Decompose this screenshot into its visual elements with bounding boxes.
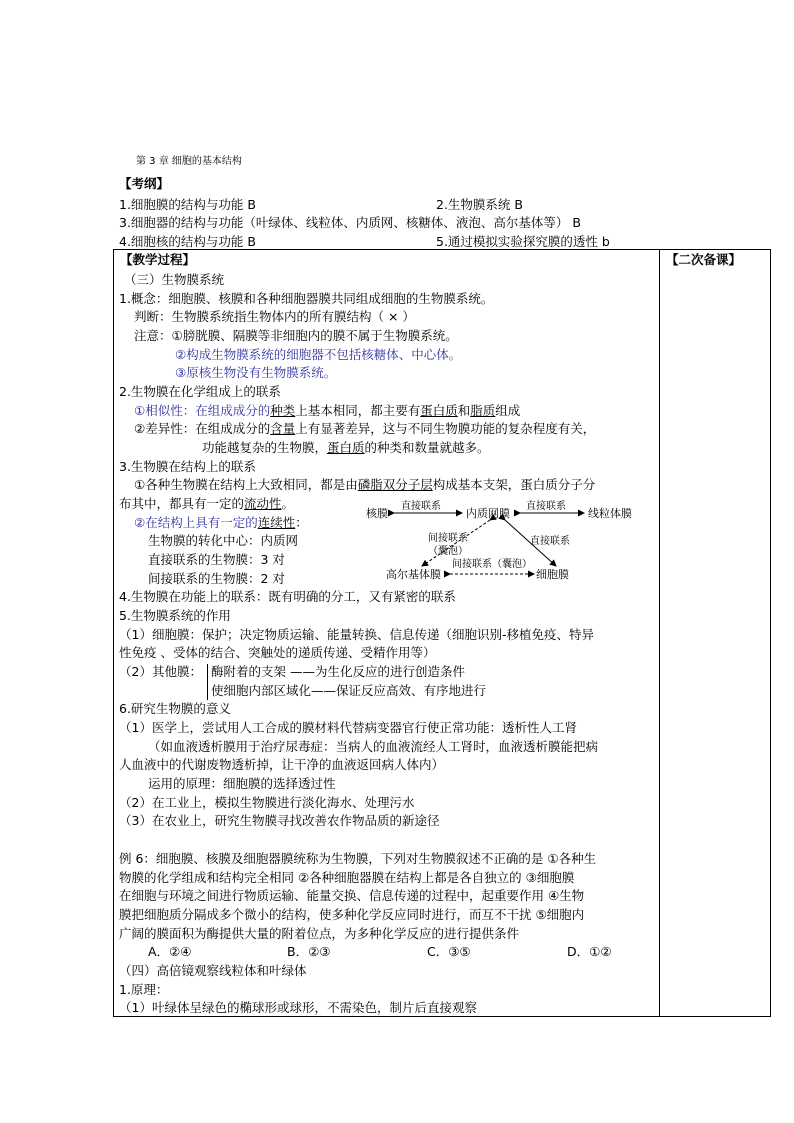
outline-item-3: 3.细胞器的结构与功能（叶绿体、线粒体、内质网、核糖体、液泡、高尔基体等） B: [119, 215, 581, 230]
judge-line: 判断：生物膜系统指生物体内的所有膜结构（ × ）: [134, 309, 415, 324]
difference-line: ②差异性：在组成成分的含量上有显著差异，这与不同生物膜功能的复杂程度有关，: [134, 421, 596, 436]
outline-item-2: 2.生物膜系统 B: [436, 197, 523, 212]
roles-other-label: （2）其他膜：: [119, 664, 202, 679]
label-vesicle-1: （囊泡）: [428, 546, 468, 557]
structure-title: 3.生物膜在结构上的联系: [119, 459, 256, 474]
outline-title: 【考纲】: [119, 176, 170, 191]
option-a: A．②④: [148, 944, 192, 959]
example-line-2: 物膜的化学组成和结构完全相同 ②各种细胞器膜在结构上都是各自独立的 ③细胞膜: [119, 870, 575, 885]
example-line-4: 膜把细胞质分隔成多个微小的结构，使多种化学反应同时进行，而互不干扰 ⑤细胞内: [119, 907, 585, 922]
option-c: C．③⑤: [427, 944, 471, 959]
significance-agriculture: （3）在农业上，研究生物膜寻找改善农作物品质的新途径: [119, 813, 440, 828]
roles-cell-membrane: （1）细胞膜：保护；决定物质运输、能量转换、信息传递（细胞识别-移植免疫、特异: [119, 627, 594, 642]
principle-title: 1.原理：: [119, 982, 169, 997]
significance-title: 6.研究生物膜的意义: [119, 701, 231, 716]
concept-line: 1.概念：细胞膜、核膜和各种细胞器膜共同组成细胞的生物膜系统。: [119, 291, 494, 306]
outline-item-5: 5.通过模拟实验探究膜的透性 b: [436, 234, 610, 249]
node-cell-membrane: 细胞膜: [536, 568, 569, 581]
chapter-title: 第 3 章 细胞的基本结构: [136, 156, 242, 167]
example-line-1: 例 6：细胞膜、核膜及细胞器膜统称为生物膜，下列对生物膜叙述不正确的是 ①各种生: [119, 851, 597, 866]
significance-medical-3: 人血液中的代谢废物透析掉，让干净的血液返回病人体内）: [119, 757, 445, 772]
section-3-title: （三）生物膜系统: [124, 272, 225, 287]
conversion-center: 生物膜的转化中心：内质网: [148, 533, 299, 548]
section-4-title: （四）高倍镜观察线粒体和叶绿体: [119, 963, 307, 978]
roles-other-1: 酶附着的支架 ——为生化反应的进行创造条件: [211, 664, 465, 679]
significance-medical-2: （如血液透析膜用于治疗尿毒症：当病人的血液流经人工肾时，血液透析膜能把病: [148, 739, 599, 754]
label-direct-1: 直接联系: [401, 501, 441, 512]
continuity-line: ②在结构上具有一定的连续性：: [134, 515, 308, 530]
node-mito-membrane: 线粒体膜: [588, 507, 632, 520]
membrane-diagram: [360, 496, 660, 584]
option-d: D．①②: [567, 944, 612, 959]
label-indirect-1: 间接联系: [428, 533, 468, 544]
label-indirect-2: 间接联系（囊泡）: [452, 559, 532, 570]
brace-line: [207, 664, 208, 700]
chloroplast-principle: （1）叶绿体呈绿色的椭球形或球形，不需染色，制片后直接观察: [119, 1000, 477, 1015]
similarity-line: ①相似性：在组成成分的种类上基本相同，都主要有蛋白质和脂质组成: [134, 403, 521, 418]
column-divider: [659, 249, 660, 1016]
direct-count: 直接联系的生物膜：3 对: [148, 552, 285, 567]
example-line-5: 广阔的膜面积为酶提供大量的附着位点，为多种化学反应的进行提供条件: [119, 926, 520, 941]
indirect-count: 间接联系的生物膜：2 对: [148, 571, 285, 586]
roles-title: 5.生物膜系统的作用: [119, 608, 231, 623]
significance-industry: （2）在工业上，模拟生物膜进行淡化海水、处理污水: [119, 795, 415, 810]
label-direct-3: 直接联系: [530, 536, 570, 547]
significance-medical: （1）医学上，尝试用人工合成的膜材料代替病变器官行使正常功能：透析性人工肾: [119, 720, 577, 735]
outline-item-4: 4.细胞核的结构与功能 B: [119, 234, 256, 249]
option-b: B．②③: [287, 944, 331, 959]
second-preparation-header: 【二次备课】: [666, 252, 742, 267]
node-nuclear-membrane: 核膜: [366, 507, 388, 520]
example-line-3: 在细胞与环境之间进行物质运输、能量交换、信息传递的过程中，起重要作用 ④生物: [119, 888, 585, 903]
roles-cell-membrane-2: 性免疫 、受体的结合、突触处的递质传递、受精作用等）: [119, 645, 436, 660]
outline-item-1: 1.细胞膜的结构与功能 B: [119, 197, 256, 212]
teaching-process-header: 【教学过程】: [120, 252, 196, 267]
chemical-title: 2.生物膜在化学组成上的联系: [119, 384, 281, 399]
difference-line-2: 功能越复杂的生物膜，蛋白质的种类和数量就越多。: [202, 440, 490, 455]
structure-line-2: 布其中，都具有一定的流动性。: [119, 496, 295, 511]
function-link: 4.生物膜在功能上的联系：既有明确的分工，又有紧密的联系: [119, 589, 456, 604]
note-1: 注意：①膀胱膜、隔膜等非细胞内的膜不属于生物膜系统。: [134, 328, 458, 343]
principle-line: 运用的原理：细胞膜的选择透过性: [148, 776, 336, 791]
roles-other-2: 使细胞内部区域化——保证反应高效、有序地进行: [211, 683, 487, 698]
note-3: ③原核生物没有生物膜系统。: [175, 365, 337, 380]
label-direct-2: 直接联系: [526, 501, 566, 512]
structure-line-1: ①各种生物膜在结构上大致相同，都是由磷脂双分子层构成基本支架，蛋白质分子分: [134, 477, 596, 492]
node-er-membrane: 内质网膜: [466, 507, 510, 520]
node-golgi-membrane: 高尔基体膜: [386, 568, 441, 581]
note-2: ②构成生物膜系统的细胞器不包括核糖体、中心体。: [175, 347, 462, 362]
